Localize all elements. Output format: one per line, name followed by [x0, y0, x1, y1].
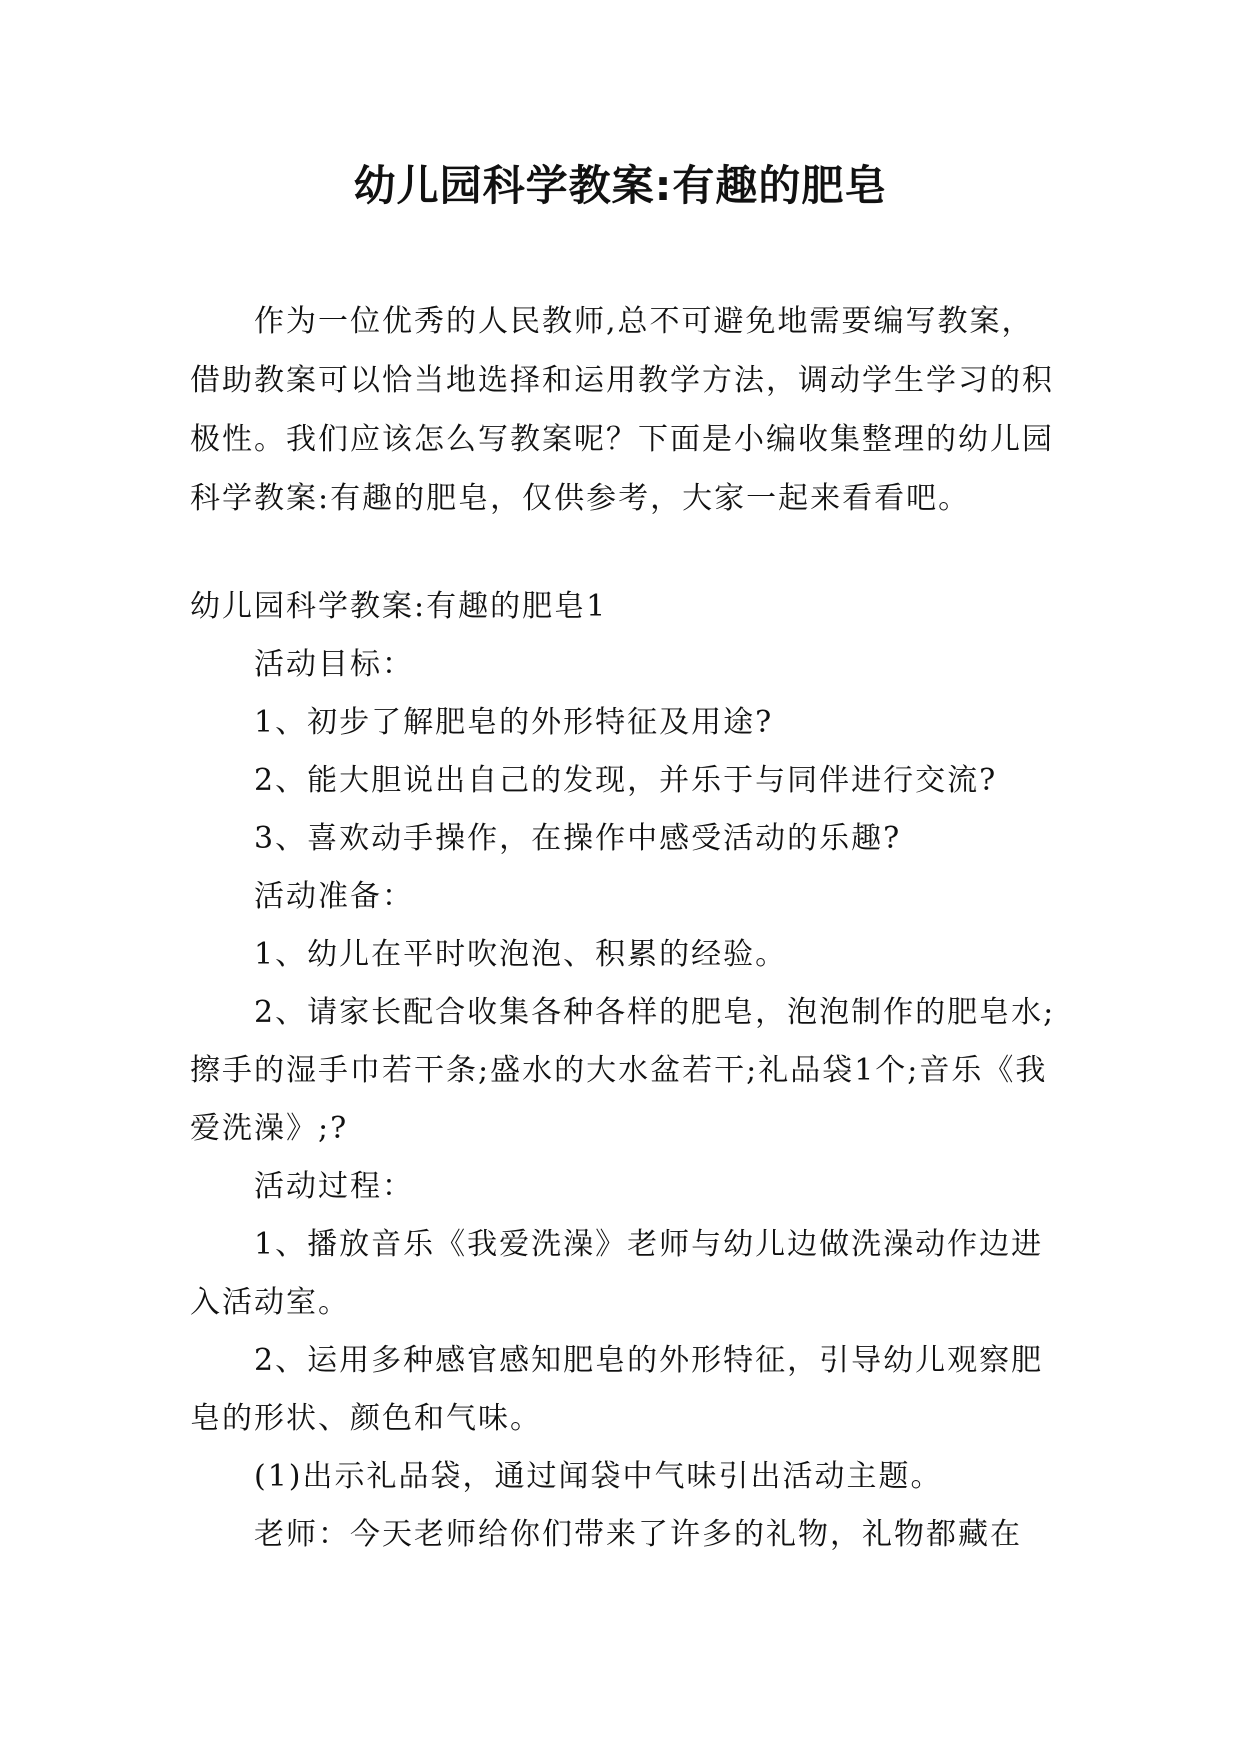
- process-subitem-1: (1)出示礼品袋，通过闻袋中气味引出活动主题。: [254, 1459, 943, 1494]
- preparation-item-1: 1、幼儿在平时吹泡泡、积累的经验。: [254, 937, 788, 972]
- subheading-process: 活动过程：: [254, 1169, 414, 1204]
- goal-item-1: 1、初步了解肥皂的外形特征及用途?: [254, 705, 774, 740]
- preparation-item-2: 2、请家长配合收集各种各样的肥皂，泡泡制作的肥皂水;擦手的湿手巾若干条;盛水的大水盆若干;礼品袋1个;音乐《我爱洗澡》;?: [190, 995, 1056, 1146]
- document-title: 幼儿园科学教案:有趣的肥皂: [353, 161, 888, 210]
- process-item-2: 2、运用多种感官感知肥皂的外形特征，引导幼儿观察肥皂的形状、颜色和气味。: [190, 1343, 1044, 1436]
- teacher-dialogue: 老师：今天老师给你们带来了许多的礼物，礼物都藏在: [254, 1517, 1022, 1552]
- goal-item-2: 2、能大胆说出自己的发现，并乐于与同伴进行交流?: [254, 763, 998, 798]
- document-body: [190, 578, 1060, 1564]
- section-heading: 幼儿园科学教案:有趣的肥皂1: [190, 589, 608, 624]
- goal-item-3: 3、喜欢动手操作，在操作中感受活动的乐趣?: [254, 821, 902, 856]
- subheading-preparation: 活动准备：: [254, 879, 414, 914]
- process-item-1: 1、播放音乐《我爱洗澡》老师与幼儿边做洗澡动作边进入活动室。: [190, 1227, 1044, 1320]
- intro-paragraph: 作为一位优秀的人民教师,总不可避免地需要编写教案，借助教案可以恰当地选择和运用教学方法，调动学生学习的积极性。我们应该怎么写教案呢？下面是小编收集整理的幼儿园科学教案:有趣的肥皂，仅供参考，大家一起来看看吧。: [190, 304, 1054, 516]
- subheading-goals: 活动目标：: [254, 647, 414, 682]
